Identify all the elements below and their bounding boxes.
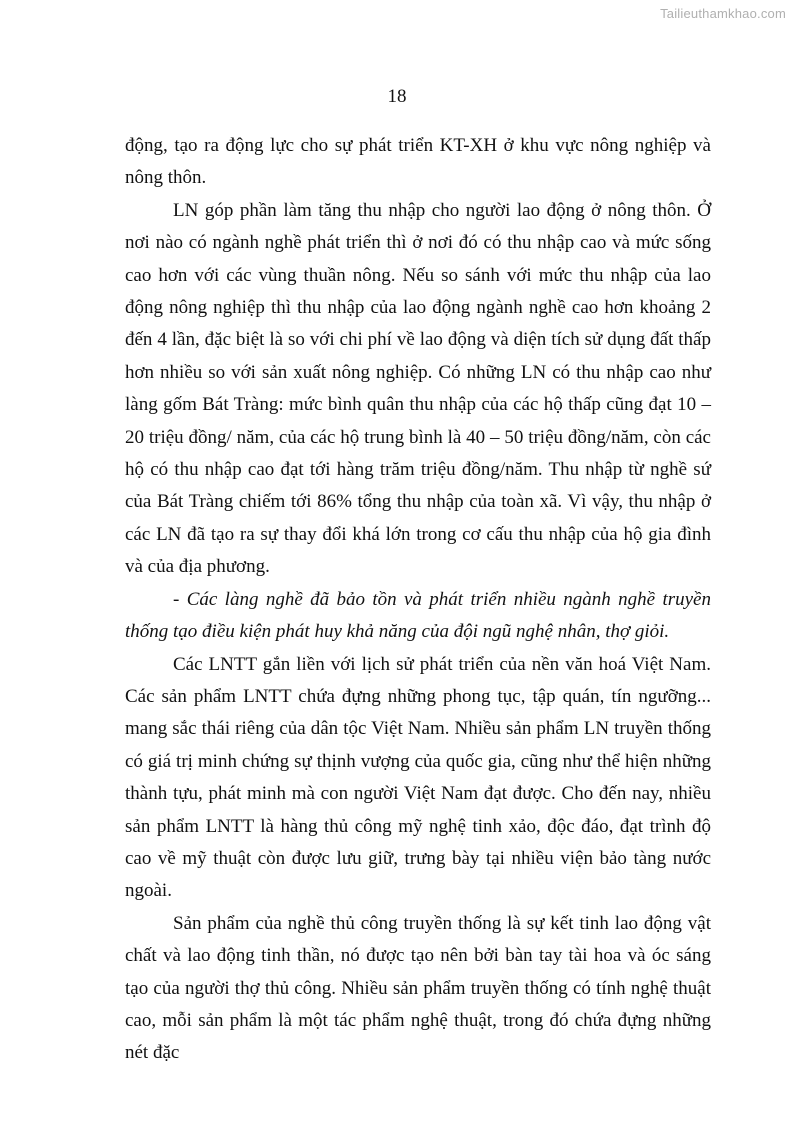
watermark: Tailieuthamkhao.com — [660, 6, 786, 21]
paragraph-3-italic-heading: - Các làng nghề đã bảo tồn và phát triển nhiều ngành nghề truyền thống tạo điều kiện phát huy khả năng của đội ngũ nghệ nhân, thợ giỏi. — [125, 588, 711, 643]
document-body — [125, 130, 711, 1070]
paragraph-2: LN góp phần làm tăng thu nhập cho người lao động ở nông thôn. Ở nơi nào có ngành nghề phát triển thì ở nơi đó có thu nhập cao và mức sống cao hơn với các vùng thuần nông. Nếu so sánh với mức thu nhập của lao động nông nghiệp thì thu nhập của lao động ngành nghề cao hơn khoảng 2 đến 4 lần, đặc biệt là so với chi phí về lao động và diện tích sử dụng đất thấp hơn nhiều so với sản xuất nông nghiệp. Có những LN có thu nhập cao như làng gốm Bát Tràng: mức bình quân thu nhập của các hộ thấp cũng đạt 10 – 20 triệu đồng/ năm, của các hộ trung bình là 40 – 50 triệu đồng/năm, còn các hộ có thu nhập cao đạt tới hàng trăm triệu đồng/năm. Thu nhập từ nghề sứ của Bát Tràng chiếm tới 86% tổng thu nhập của toàn xã. Vì vậy, thu nhập ở các LN đã tạo ra sự thay đổi khá lớn trong cơ cấu thu nhập của hộ gia đình và của địa phương. — [125, 199, 711, 578]
page-number: 18 — [387, 86, 407, 107]
paragraph-5: Sản phẩm của nghề thủ công truyền thống là sự kết tinh lao động vật chất và lao động tinh thần, nó được tạo nên bởi bàn tay tài hoa và óc sáng tạo của người thợ thủ công. Nhiều sản phẩm truyền thống có tính nghệ thuật cao, mỗi sản phẩm là một tác phẩm nghệ thuật, trong đó chứa đựng những nét đặc — [125, 912, 711, 1064]
paragraph-1: động, tạo ra động lực cho sự phát triển KT-XH ở khu vực nông nghiệp và nông thôn. — [125, 135, 711, 189]
paragraph-4: Các LNTT gắn liền với lịch sử phát triển của nền văn hoá Việt Nam. Các sản phẩm LNTT chứa đựng những phong tục, tập quán, tín ngưỡng... mang sắc thái riêng của dân tộc Việt Nam. Nhiều sản phẩm LN truyền thống có giá trị minh chứng sự thịnh vượng của quốc gia, cũng như thể hiện những thành tựu, phát minh mà con người Việt Nam đạt được. Cho đến nay, nhiều sản phẩm LNTT là hàng thủ công mỹ nghệ tinh xảo, độc đáo, đạt trình độ cao về mỹ thuật còn được lưu giữ, trưng bày tại nhiều viện bảo tàng nước ngoài. — [125, 653, 711, 902]
